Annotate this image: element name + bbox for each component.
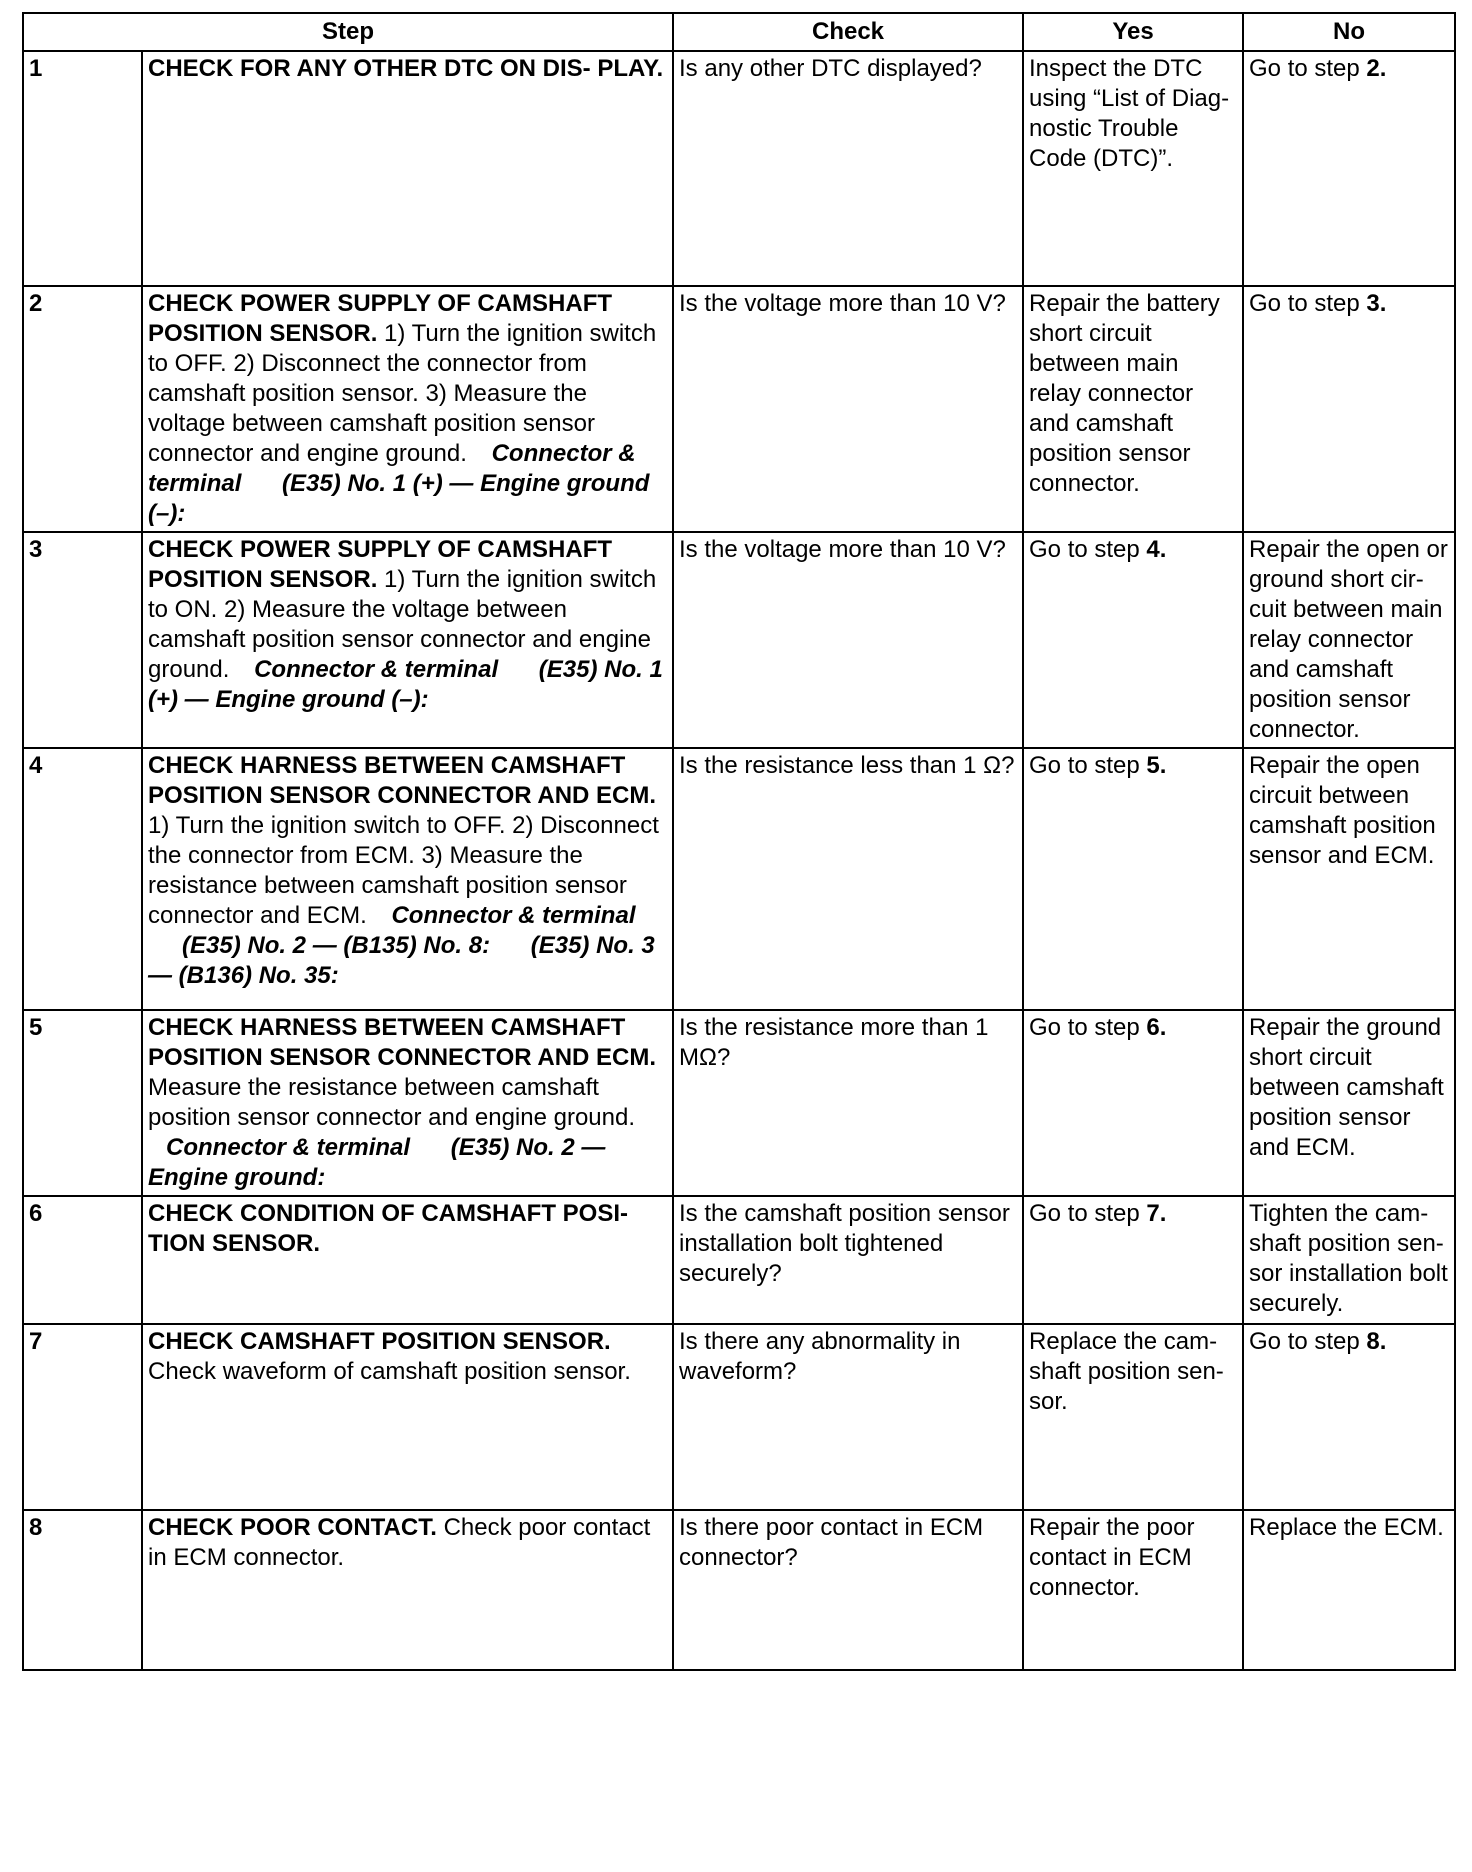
yes-text: Go to step (1029, 752, 1147, 779)
step-title: POSITION SENSOR CONNECTOR AND (148, 1044, 590, 1071)
no-step-ref: 3. (1366, 290, 1387, 317)
table-row (23, 286, 1455, 532)
yes-cell: Replace the cam-shaft position sen-sor. (1023, 1324, 1243, 1510)
step-description (142, 1010, 673, 1196)
step-number: 2 (23, 286, 142, 532)
check-cell: Is the camshaft position sensor installation bolt tightened securely? (673, 1196, 1023, 1324)
step-instruction: Check poor contact in ECM connector. (148, 1514, 651, 1571)
step-instruction: position sensor connector and ECM. (148, 872, 627, 929)
step-instruction: 3) Measure the voltage between camshaft (148, 380, 587, 437)
step-number: 8 (23, 1510, 142, 1670)
step-title: CHECK POOR CONTACT. (148, 1514, 437, 1541)
step-instruction: position sensor connector and engine ground. (148, 410, 595, 467)
yes-cell (1023, 1010, 1243, 1196)
step-number: 7 (23, 1324, 142, 1510)
no-cell (1243, 1324, 1455, 1510)
yes-step-ref: 7. (1146, 1200, 1167, 1227)
header-no: No (1243, 13, 1455, 51)
step-instruction: position sensor connector and engine ground. (148, 1104, 636, 1131)
connector-terminal-spec: (E35) No. 3 — (B136) No. 35: (148, 932, 655, 989)
no-step-ref: 8. (1366, 1328, 1387, 1355)
step-number: 1 (23, 51, 142, 286)
step-description (142, 532, 673, 748)
table-row (23, 1510, 1455, 1670)
table-row (23, 51, 1455, 286)
step-instruction: 1) Turn the ignition switch to OFF. (148, 320, 657, 377)
step-title: TION SENSOR. (148, 1230, 321, 1257)
step-title: ECM. (596, 782, 657, 809)
yes-text: Go to step (1029, 536, 1147, 563)
header-check: Check (673, 13, 1023, 51)
yes-cell: Inspect the DTC using “List of Diag-nostic Trouble Code (DTC)”. (1023, 51, 1243, 286)
step-title: POSITION SENSOR CONNECTOR AND (148, 782, 590, 809)
step-description (142, 51, 673, 286)
table-row (23, 1196, 1455, 1324)
connector-terminal-spec: (E35) No. 2 — (B135) No. 8: (182, 932, 491, 959)
yes-cell: Repair the battery short circuit between main relay connector and camshaft position sensor connector. (1023, 286, 1243, 532)
check-cell: Is there any abnormality in waveform? (673, 1324, 1023, 1510)
no-text: Go to step (1249, 290, 1367, 317)
yes-step-ref: 6. (1146, 1014, 1167, 1041)
check-cell: Is the resistance more than 1 MΩ? (673, 1010, 1023, 1196)
no-cell: Repair the open or ground short cir-cuit between main relay connector and camshaft position sensor connector. (1243, 532, 1455, 748)
no-cell: Repair the ground short circuit between camshaft position sensor and ECM. (1243, 1010, 1455, 1196)
step-title: POSITION SENSOR. (148, 566, 378, 593)
no-text: Go to step (1249, 55, 1367, 82)
step-title: CHECK HARNESS BETWEEN CAMSHAFT (148, 752, 626, 779)
no-cell: Repair the open circuit between camshaft position sensor and ECM. (1243, 748, 1455, 1010)
step-instruction: position sensor. (252, 380, 419, 407)
step-title: CHECK POWER SUPPLY OF CAMSHAFT (148, 536, 613, 563)
step-title: ECM. (596, 1044, 657, 1071)
yes-cell (1023, 748, 1243, 1010)
no-cell: Tighten the cam-shaft position sen-sor installation bolt securely. (1243, 1196, 1455, 1324)
step-title: CHECK HARNESS BETWEEN CAMSHAFT (148, 1014, 626, 1041)
connector-terminal-spec: (E35) No. 1 (+) — Engine ground (–): (148, 470, 650, 527)
step-description (142, 286, 673, 532)
header-step: Step (23, 13, 673, 51)
yes-cell (1023, 1196, 1243, 1324)
no-cell (1243, 51, 1455, 286)
step-instruction: 1) Turn the ignition switch to OFF. (148, 812, 506, 839)
step-title: PLAY. (597, 55, 664, 82)
step-instruction: Check waveform of camshaft position sensor. (148, 1358, 631, 1385)
check-cell: Is the voltage more than 10 V? (673, 286, 1023, 532)
connector-terminal-label: Connector & terminal (166, 1134, 411, 1161)
step-instruction: 2) Disconnect the connector from camshaft (148, 350, 587, 407)
table-row (23, 748, 1455, 1010)
header-yes: Yes (1023, 13, 1243, 51)
connector-terminal-spec: (E35) No. 2 — Engine ground: (148, 1134, 606, 1191)
step-number: 6 (23, 1196, 142, 1324)
step-title: CHECK POWER SUPPLY OF CAMSHAFT (148, 290, 613, 317)
no-step-ref: 2. (1366, 55, 1387, 82)
connector-terminal-label: Connector & terminal (254, 656, 499, 683)
no-cell (1243, 286, 1455, 532)
yes-cell: Repair the poor contact in ECM connector. (1023, 1510, 1243, 1670)
check-cell: Is any other DTC displayed? (673, 51, 1023, 286)
step-title: POSITION SENSOR. (148, 320, 378, 347)
table-row (23, 1324, 1455, 1510)
no-cell: Replace the ECM. (1243, 1510, 1455, 1670)
step-description (142, 748, 673, 1010)
step-description (142, 1510, 673, 1670)
step-instruction: 2) Disconnect the connector from ECM. (148, 812, 659, 869)
connector-terminal-label: Connector & terminal (391, 902, 636, 929)
step-number: 5 (23, 1010, 142, 1196)
diagnostic-table (22, 12, 1456, 1671)
yes-text: Go to step (1029, 1200, 1147, 1227)
yes-step-ref: 4. (1146, 536, 1167, 563)
yes-text: Go to step (1029, 1014, 1147, 1041)
connector-terminal-spec: (E35) No. 1 (+) — Engine ground (–): (148, 656, 663, 713)
table-header-row (23, 13, 1455, 51)
step-title: CHECK FOR ANY OTHER DTC ON DIS- (148, 55, 591, 82)
step-description (142, 1196, 673, 1324)
table-row (23, 1010, 1455, 1196)
yes-step-ref: 5. (1146, 752, 1167, 779)
step-number: 4 (23, 748, 142, 1010)
step-number: 3 (23, 532, 142, 748)
step-description (142, 1324, 673, 1510)
table-row (23, 532, 1455, 748)
step-instruction: 1) Turn the ignition switch to ON. (148, 566, 657, 623)
step-instruction: 3) Measure the resistance between camshaft (148, 842, 583, 899)
check-cell: Is the voltage more than 10 V? (673, 532, 1023, 748)
step-title: CHECK CAMSHAFT POSITION SENSOR. (148, 1328, 611, 1355)
check-cell: Is the resistance less than 1 Ω? (673, 748, 1023, 1010)
step-instruction: 2) Measure the voltage between camshaft (148, 596, 567, 653)
step-instruction: position sensor connector and engine ground. (148, 626, 651, 683)
check-cell: Is there poor contact in ECM connector? (673, 1510, 1023, 1670)
step-instruction: Measure the resistance between camshaft (148, 1074, 599, 1101)
no-text: Go to step (1249, 1328, 1367, 1355)
step-title: CHECK CONDITION OF CAMSHAFT POSI- (148, 1200, 628, 1227)
yes-cell (1023, 532, 1243, 748)
connector-terminal-label: Connector & terminal (148, 440, 636, 497)
